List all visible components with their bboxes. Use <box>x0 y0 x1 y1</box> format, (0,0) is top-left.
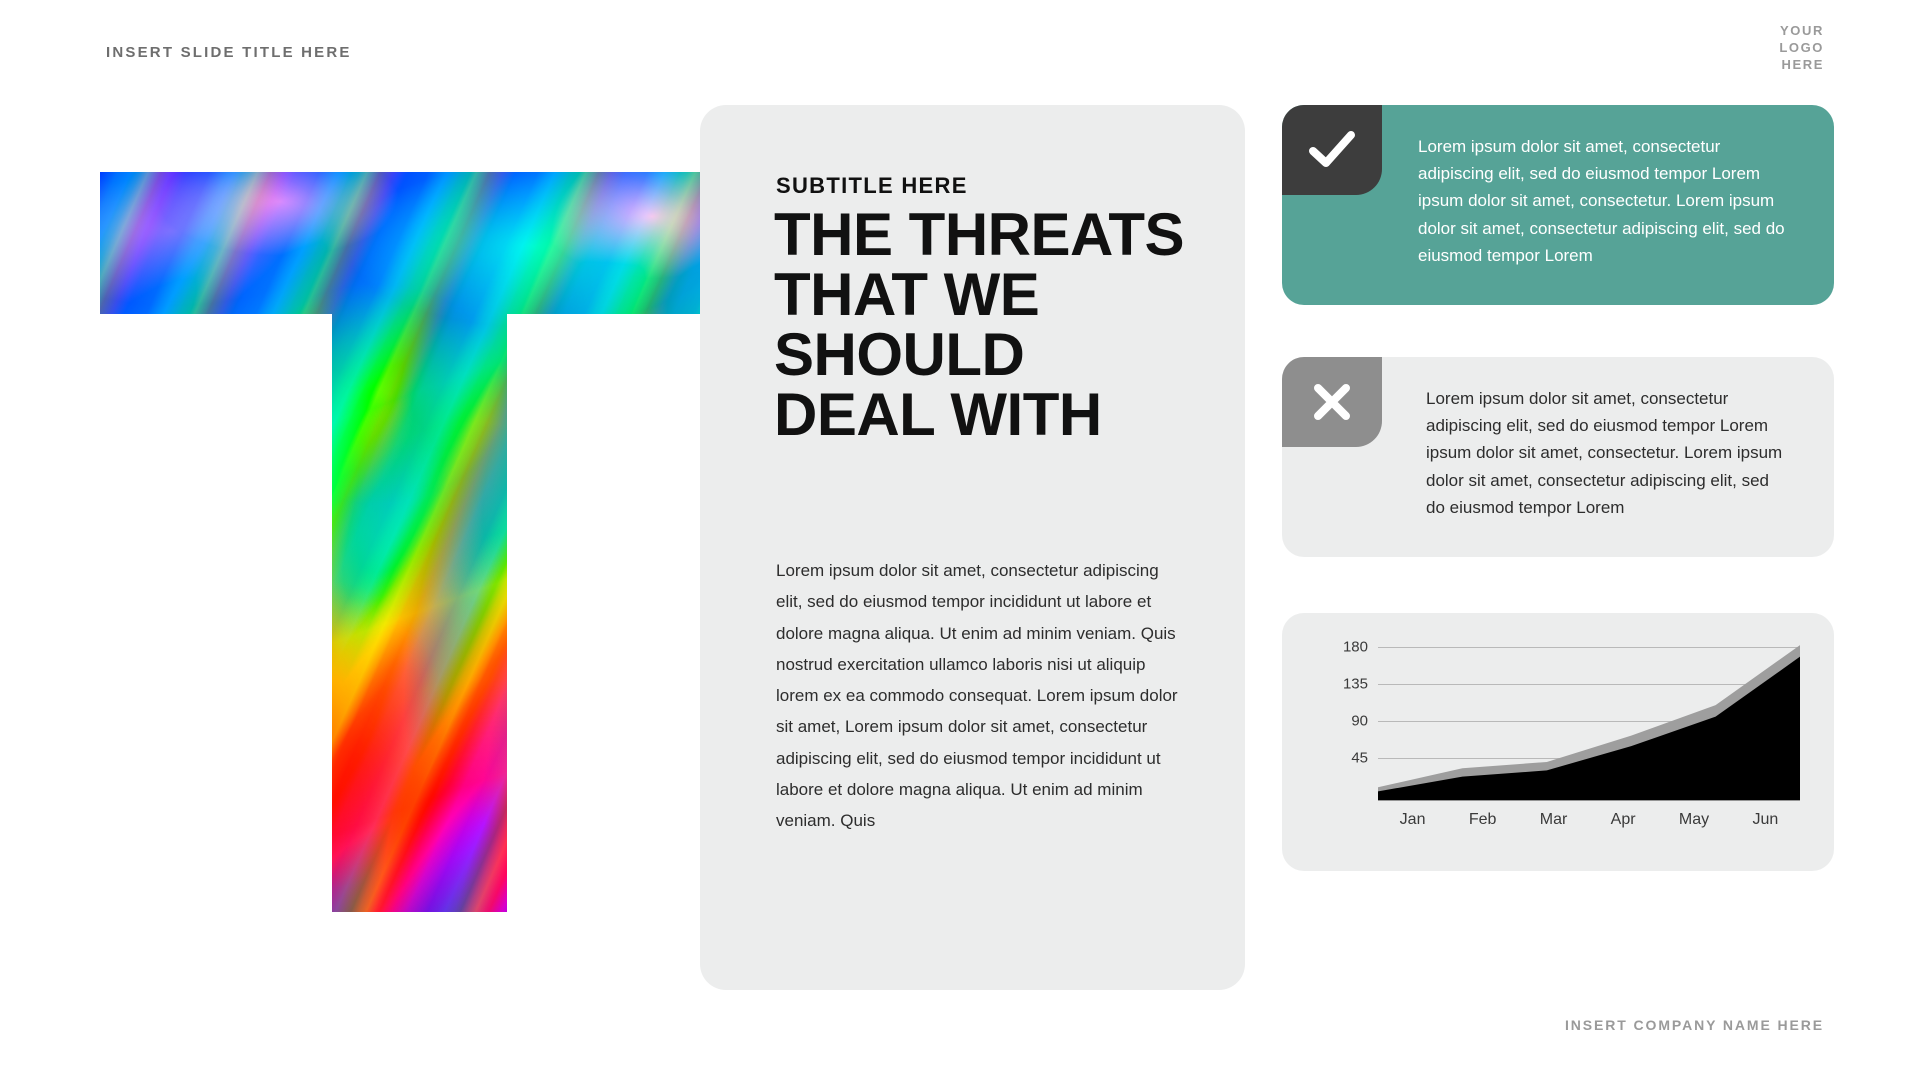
chart-plot-area <box>1378 643 1800 803</box>
subtitle: SUBTITLE HERE <box>776 173 968 198</box>
chart-x-axis <box>1378 811 1800 829</box>
logo-line-1: YOUR <box>1780 23 1824 38</box>
letter-t-graphic <box>100 172 700 912</box>
chart-card <box>1282 613 1834 871</box>
footer-company-name: INSERT COMPANY NAME HERE <box>1565 1017 1824 1033</box>
callout-positive <box>1282 105 1834 305</box>
y-tick-label: 135 <box>1342 675 1368 693</box>
swirl-texture <box>332 314 507 912</box>
main-content-card <box>700 105 1245 990</box>
callout-positive-text: Lorem ipsum dolor sit amet, consectetur adipiscing elit, sed do eiusmod tempor Lorem ipsum dolor sit amet, consectetur. Lorem ipsum dolor sit amet, consectetur adipiscing elit, sed do eiusmod tempor Lorem <box>1418 137 1785 265</box>
chart-y-axis <box>1322 638 1368 803</box>
letter-t-stem <box>332 314 507 1079</box>
y-tick-label: 45 <box>1351 749 1368 767</box>
x-tick-label: Apr <box>1610 811 1636 828</box>
chart <box>1322 638 1800 847</box>
x-tick-label: Feb <box>1468 811 1497 828</box>
logo-line-3: HERE <box>1781 57 1824 73</box>
x-tick-label: Jan <box>1399 811 1426 828</box>
right-column <box>1282 105 1834 871</box>
logo-line-2: LOGO <box>1779 40 1824 56</box>
logo <box>1779 22 1824 73</box>
letter-t-crossbar <box>100 172 700 314</box>
swirl-texture <box>100 172 700 314</box>
body-paragraph: Lorem ipsum dolor sit amet, consectetur adipiscing elit, sed do eiusmod tempor incididunt ut labore et dolore magna aliqua. Ut enim ad minim veniam. Quis nostrud exercitation ullamco laboris nisi ut aliquip lorem ex ea commodo consequat. Lorem ipsum dolor sit amet, Lorem ipsum dolor sit amet, consectetur adipiscing elit, sed do eiusmod tempor incididunt ut labore et dolore magna aliqua. Ut enim ad minim veniam. Quis <box>776 561 1178 831</box>
x-tick-label: Jun <box>1752 811 1779 828</box>
y-tick-label: 90 <box>1351 712 1368 730</box>
y-tick-label: 180 <box>1342 638 1368 656</box>
close-icon <box>1282 357 1382 447</box>
x-tick-label: Mar <box>1539 811 1568 828</box>
x-tick-label: May <box>1678 811 1710 828</box>
check-icon <box>1282 105 1382 195</box>
letter-t-mask <box>100 172 700 912</box>
page-title: INSERT SLIDE TITLE HERE <box>106 44 352 61</box>
callout-negative-text: Lorem ipsum dolor sit amet, consectetur adipiscing elit, sed do eiusmod tempor Lorem ipsum dolor sit amet, consectetur. Lorem ipsum dolor sit amet, consectetur adipiscing elit, sed do eiusmod tempor Lorem <box>1426 389 1783 517</box>
headline: THE THREATS THAT WE SHOULD DEAL WITH <box>774 201 1185 448</box>
callout-negative <box>1282 357 1834 557</box>
